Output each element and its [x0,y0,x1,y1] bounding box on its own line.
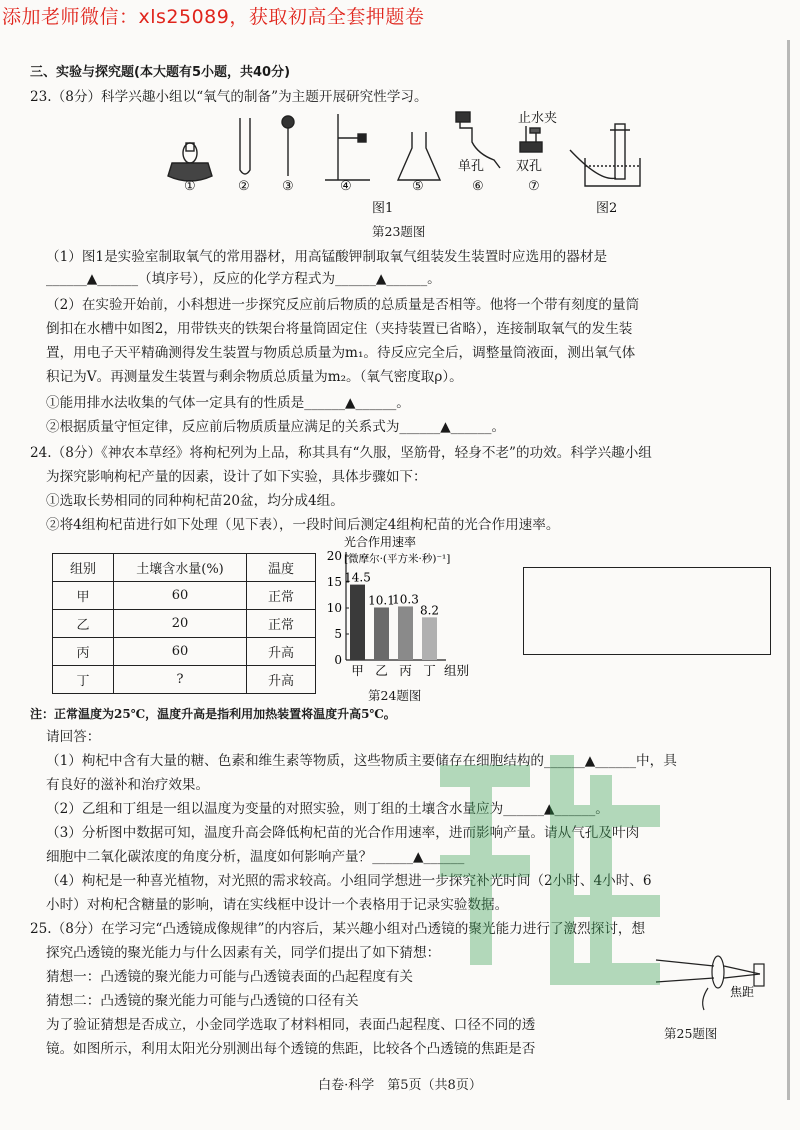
apparatus-num-1: ① [184,179,196,194]
q25-line1: 25.（8分）在学习完“凸透镜成像规律”的内容后，某兴趣小组对凸透镜的聚光能力进行了激烈探讨，想 [30,921,646,937]
q24-table [52,553,316,694]
q23-part1a: （1）图1是实验室制取氧气的常用器材，用高锰酸钾制取氧气组装发生装置时应选用的器材是 [46,249,608,265]
table-row: 乙 20 正常 [53,610,316,638]
q24-line4: ②将4组枸杞苗进行如下处理（见下表），一段时间后测定4组枸杞苗的光合作用速率。 [46,517,560,533]
hand-icon [703,988,708,1010]
q24-bar-chart [318,536,508,688]
q25-line3: 猜想一：凸透镜的聚光能力可能与凸透镜表面的凸起程度有关 [46,969,414,985]
single-hole-label: 单孔 [458,159,485,174]
table-header: 土壤含水量(%) [114,554,247,582]
apparatus-num-7: ⑦ [528,179,540,194]
y-tick-label: 20 [326,549,342,563]
water-trough-cylinder-icon [570,124,640,186]
category-label: 丙 [399,663,412,678]
data-label: 8.2 [419,603,440,618]
lens-icon [712,956,724,988]
conical-flask-icon [398,132,440,180]
q24-line3: ①选取长势相同的同种枸杞苗20盆，均分成4组。 [46,493,344,509]
double-hole-label: 双孔 [516,159,543,174]
q25-line5: 为了验证猜想是否成立，小金同学选取了材料相同，表面凸起程度、口径不同的透 [46,1017,536,1033]
apparatus-num-3: ③ [282,179,294,194]
q25-line4: 猜想二：凸透镜的聚光能力可能与凸透镜的口径有关 [46,993,359,1009]
table-header: 组别 [53,554,114,582]
table-header: 温度 [247,554,316,582]
category-label: 丁 [423,663,436,678]
q25-line6: 镜。如图所示，利用太阳光分别测出每个透镜的焦距，比较各个凸透镜的焦距是否 [46,1041,536,1057]
table-row: 丙 60 升高 [53,638,316,666]
q25-line2: 探究凸透镜的聚光能力与什么因素有关，同学们提出了如下猜想： [46,945,441,961]
q23-part4: ②根据质量守恒定律，反应前后物质质量应满足的关系式为______▲______。 [46,419,506,435]
q23-intro: 23.（8分）科学兴趣小组以“氧气的制备”为主题开展研究性学习。 [30,89,428,105]
category-label: 乙 [375,663,388,678]
chart-title: 光合作用速率 [344,536,417,549]
data-label: 10.3 [392,592,419,607]
q24-a1b: 有良好的滋补和治疗效果。 [46,777,210,793]
q23-part3: ①能用排水法收集的气体一定具有的性质是______▲______。 [46,395,410,411]
test-tube-icon [240,118,250,174]
apparatus-num-2: ② [238,179,250,194]
q23-figure-title: 第23题图 [372,224,426,239]
bar [374,607,389,660]
q23-part1b: ______▲______（填序号），反应的化学方程式为______▲______。 [46,271,441,287]
q24-a4a: （4）枸杞是一种喜光植物，对光照的需求较高。小组同学想进一步探究补光时间（2小时、4小时、6 [46,873,652,889]
alcohol-lamp-icon [168,143,212,181]
table-row: 丁 ? 升高 [53,666,316,694]
q24-a3a: （3）分析图中数据可知，温度升高会降低枸杞苗的光合作用速率，进而影响产量。请从气孔及叶肉 [46,825,640,841]
page-edge-shadow [787,40,790,1100]
q24-a2: （2）乙组和丁组是一组以温度为变量的对照实验，则丁组的土壤含水量应为______▲______。 [46,801,609,817]
q24-ask: 请回答： [46,729,101,745]
q23-part2a: （2）在实验开始前，小科想进一步探究反应前后物质的总质量是否相等。他将一个带有刻度的量筒 [46,297,640,313]
category-label: 甲 [351,663,364,678]
q24-note: 注：正常温度为25℃，温度升高是指利用加热装置将温度升高5℃。 [30,707,396,721]
q23-apparatus-figure [160,108,660,220]
q24-a1a: （1）枸杞中含有大量的糖、色素和维生素等物质，这些物质主要储存在细胞结构的______▲______中，具 [46,753,677,769]
q25-figure-title: 第25题图 [664,1026,718,1041]
bar [350,585,365,660]
page-footer: 白卷·科学 第5页（共8页） [318,1078,482,1093]
stop-clip-label: 止水夹 [518,111,558,126]
chart-ylabel: [微摩尔·(平方米·秒)⁻¹] [344,553,451,565]
promo-header: 添加老师微信：xls25089，获取初高全套押题卷 [2,6,425,28]
watermark-logo [430,745,670,1005]
fig2-caption: 图2 [596,201,618,216]
y-tick-label: 10 [326,601,342,615]
y-tick-label: 5 [334,627,342,641]
q23-part2d: 积记为V。再测量发生装置与剩余物质总质量为m₂。（氧气密度取ρ）。 [46,369,463,385]
q24-a3b: 细胞中二氧化碳浓度的角度分析，温度如何影响产量？______▲______ [46,849,465,865]
y-tick-label: 15 [326,575,342,589]
apparatus-num-6: ⑥ [472,179,484,194]
y-tick-label: 0 [334,653,342,667]
q24-a4b: 小时）对枸杞含糖量的影响，请在实线框中设计一个表格用于记录实验数据。 [46,897,509,913]
answer-box [523,567,771,655]
bar [422,617,437,660]
q24-figure-title: 第24题图 [368,688,422,703]
glass-tube-icon [282,116,294,176]
q23-part2b: 倒扣在水槽中如图2，用带铁夹的铁架台将量筒固定住（夹持装置已省略），连接制取氧气的发生装 [46,321,633,337]
data-label: 14.5 [344,570,371,585]
iron-stand-icon [325,114,370,180]
bar [398,606,413,660]
double-hole-stopper-icon [520,126,542,152]
data-label: 10.1 [368,593,395,608]
table-row: 甲 60 正常 [53,582,316,610]
section-title: 三、实验与探究题(本大题有5小题，共40分) [30,65,291,80]
fig1-caption: 图1 [372,201,394,216]
apparatus-num-5: ⑤ [412,179,424,194]
chart-xlabel: 组别 [444,663,470,678]
apparatus-num-4: ④ [340,179,352,194]
q24-line2: 为探究影响枸杞产量的因素，设计了如下实验，具体步骤如下： [46,469,427,485]
q23-part2c: 置，用电子天平精确测得发生装置与物质总质量为m₁。待反应完全后，调整量筒液面，测出氧气体 [46,345,636,361]
focal-label: 焦距 [730,985,755,999]
q24-line1: 24.（8分）《神农本草经》将枸杞列为上品，称其具有“久服，坚筋骨，轻身不老”的功效。科学兴趣小组 [30,445,652,461]
